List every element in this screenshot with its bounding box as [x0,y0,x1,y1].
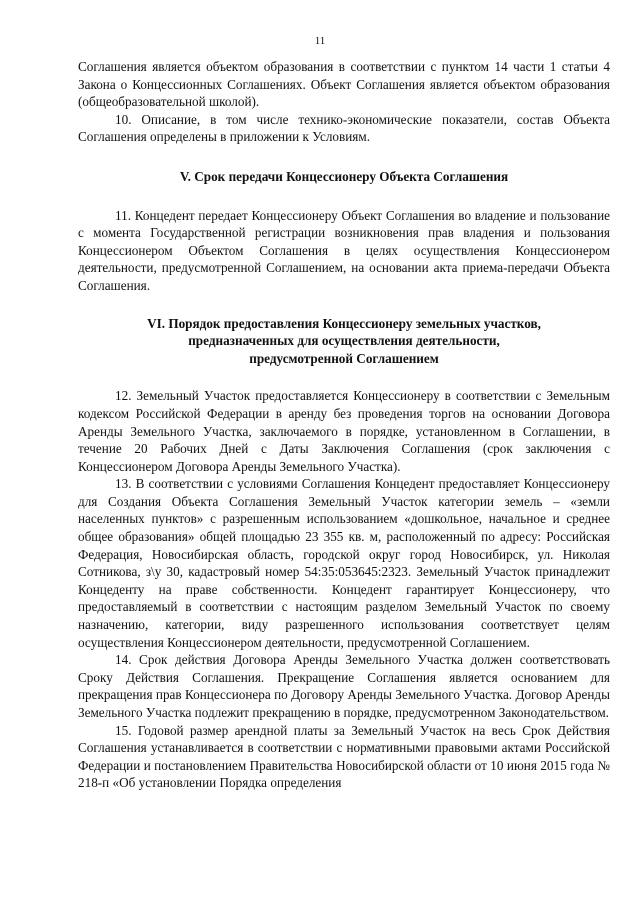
paragraph-10: 10. Описание, в том числе технико-экономические показатели, состав Объекта Соглашения определены в приложении к Условиям. [78,111,610,145]
paragraph-12: 12. Земельный Участок предоставляется Концессионеру в соответствии с Земельным кодексом Российской Федерации в аренду без проведения торгов на основании Договора Аренды Земельного Участка, заключаемого в порядке, установленном в Соглашении, в течение 20 Рабочих Дней с Даты Заключения Соглашения (срок заключения с Концессионером Договора Аренды Земельного Участка). [78,388,610,474]
section-heading-v: V. Срок передачи Концессионеру Объекта Соглашения [179,168,509,184]
section-heading-vi [78,315,610,368]
section-heading-vi-line-1: VI. Порядок предоставления Концессионеру земельных участков, [147,315,541,331]
section-heading-vi-line-3: предусмотренной Соглашением [249,350,439,366]
paragraph-14: 14. Срок действия Договора Аренды Земельного Участка должен соответствовать Сроку Действия Соглашения. Прекращение Соглашения является основанием для прекращения прав Концессионера по Договору Аренды Земельного Участка. Договор Аренды Земельного Участка подлежит прекращению в порядке, предусмотренном Законодательством. [78,652,610,720]
paragraph-13: 13. В соответствии с условиями Соглашения Концедент предоставляет Концессионеру для Создания Объекта Соглашения Земельный Участок категории земель – «земли населенных пунктов» с разрешенным использованием «дошкольное, начальное и среднее общее образования» общей площадью 23 355 кв. м, расположенный по адресу: Российская Федерация, Новосибирская область, городской округ город Новосибирск, ул. Николая Сотникова, з\у 30, кадастровый номер 54:35:053645:2323. Земельный Участок принадлежит Концеденту на праве собственности. Концедент гарантирует Концессионеру, что предоставляемый в соответствии с настоящим разделом Земельный Участок по своему назначению, категории, виду разрешенного использования соответствует целям осуществления Концессионером деятельности, предусмотренной Соглашением. [78,476,610,650]
paragraph-11: 11. Концедент передает Концессионеру Объект Соглашения во владение и пользование с момента Государственной регистрации возникновения прав владения и пользования Концессионером Объектом Соглашения в целях осуществления Концессионером деятельности, предусмотренной Соглашением, на основании акта приема-передачи Объекта Соглашения. [78,207,610,293]
page-content [78,58,610,792]
paragraph-continuation: Соглашения является объектом образования в соответствии с пунктом 14 части 1 статьи 4 Закона о Концессионных Соглашениях. Объект Соглашения является объектом образования (общеобразовательной школой). [78,59,610,110]
section-heading-vi-line-2: предназначенных для осуществления деятельности, [188,333,500,349]
paragraph-15: 15. Годовой размер арендной платы за Земельный Участок на весь Срок Действия Соглашения устанавливается в соответствии с нормативными правовыми актами Российской Федерации и постановлением Правительства Новосибирской области от 10 июня 2015 года № 218-п «Об установлении Порядка определения [78,722,610,791]
page-number: 11 [314,35,326,47]
